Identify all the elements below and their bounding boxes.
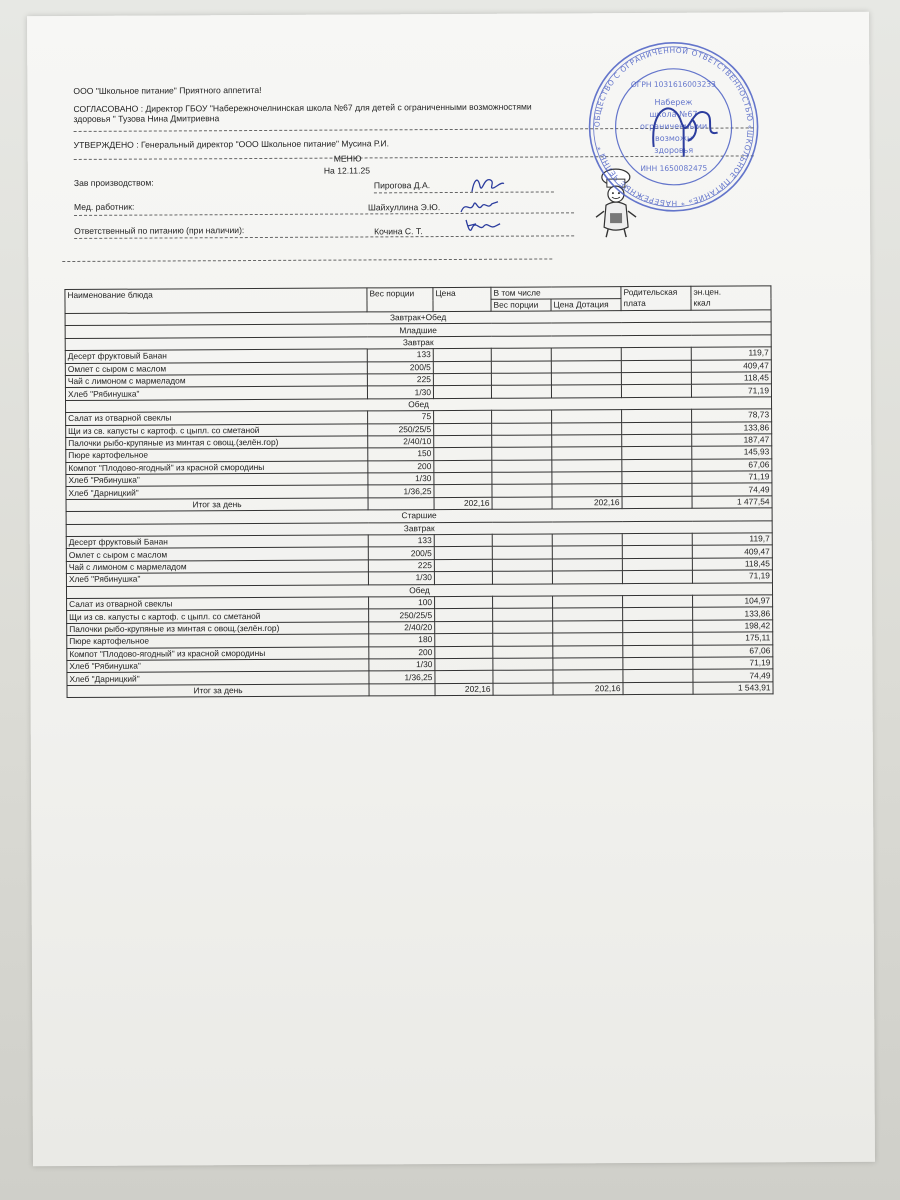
signature-kochina	[462, 216, 502, 238]
dish-name: Омлет с сыром с маслом	[66, 547, 368, 561]
empty-cell	[493, 633, 553, 646]
dish-name: Щи из св. капусты с картоф. с цыпл. со сметаной	[66, 423, 368, 437]
signature-line	[374, 191, 554, 193]
dish-name: Хлеб "Дарницкий"	[67, 671, 369, 685]
menu-title: МЕНЮ	[333, 153, 362, 164]
empty-cell	[623, 670, 693, 683]
empty-cell	[492, 410, 552, 423]
staff-role: Мед. работник:	[73, 201, 135, 212]
dish-kcal: 133,86	[692, 421, 772, 434]
empty-cell	[435, 671, 493, 684]
empty-cell	[434, 571, 492, 584]
signature-pirogova	[468, 172, 508, 198]
dish-kcal: 71,19	[691, 384, 771, 397]
col-header-inc-subsidy: Цена Дотация	[551, 299, 621, 311]
dish-weight: 1/30	[368, 572, 434, 585]
total-row	[67, 682, 773, 698]
dish-weight: 200	[368, 460, 434, 473]
empty-cell	[434, 472, 492, 485]
dish-name: Палочки рыбо-крупяные из минтая с овощ.(зелён.гор)	[66, 436, 368, 450]
dish-weight: 100	[369, 597, 435, 610]
empty-cell	[622, 434, 692, 447]
col-header-price: Цена	[433, 287, 491, 311]
empty-cell	[551, 373, 621, 386]
dish-weight: 1/30	[369, 659, 435, 672]
total-kcal: 1 543,91	[693, 682, 773, 695]
empty-cell	[552, 435, 622, 448]
empty-cell	[553, 670, 623, 683]
empty-cell	[622, 447, 692, 460]
empty-cell	[491, 348, 551, 361]
table-header-row	[65, 286, 771, 302]
empty-cell	[553, 633, 623, 646]
empty-cell	[433, 373, 491, 386]
empty-cell	[435, 621, 493, 634]
dish-name: Чай с лимоном с мармеладом	[65, 374, 367, 388]
staff-role: Зав производством:	[73, 177, 154, 188]
empty-cell	[623, 645, 693, 658]
dish-weight: 75	[368, 411, 434, 424]
empty-cell	[622, 459, 692, 472]
empty-cell	[492, 435, 552, 448]
empty-cell	[623, 595, 693, 608]
empty-cell	[491, 385, 551, 398]
col-header-inc-weight: Вес порции	[491, 299, 551, 311]
dish-kcal: 104,97	[693, 595, 773, 608]
dish-name: Пюре картофельное	[67, 634, 369, 648]
dish-name: Компот "Плодово-ягодный" из красной смородины	[67, 646, 369, 660]
dish-name: Хлеб "Рябинушка"	[67, 659, 369, 673]
menu-date: На 12.11.25	[323, 165, 371, 176]
empty-cell	[623, 682, 693, 695]
empty-cell	[623, 632, 693, 645]
empty-cell	[553, 608, 623, 621]
empty-cell	[551, 360, 621, 373]
empty-cell	[622, 496, 692, 509]
dish-weight: 133	[368, 535, 434, 548]
empty-cell	[491, 361, 551, 374]
empty-cell	[434, 559, 492, 572]
dish-weight: 1/36,25	[368, 485, 434, 498]
staff-name: Пирогова Д.А.	[373, 180, 431, 191]
dish-name: Десерт фруктовый Банан	[65, 349, 367, 363]
dish-kcal: 409,47	[691, 359, 771, 372]
meal-title: Обед	[66, 582, 772, 598]
stamp-inner-text: ограниченными	[639, 121, 708, 132]
empty-cell	[434, 547, 492, 560]
dish-name: Чай с лимоном с мармеладом	[66, 560, 368, 574]
dish-kcal: 71,19	[692, 471, 772, 484]
dish-name: Компот "Плодово-ягодный" из красной смородины	[66, 461, 368, 475]
empty-cell	[433, 386, 491, 399]
dish-kcal: 409,47	[692, 545, 772, 558]
col-header-including: В том числе	[491, 287, 621, 300]
empty-cell	[493, 608, 553, 621]
dish-name: Салат из отварной свеклы	[67, 597, 369, 611]
dish-weight: 250/25/5	[369, 609, 435, 622]
dish-weight: 2/40/10	[368, 435, 434, 448]
stamp-inner-text: Набереж	[654, 97, 693, 107]
total-kcal: 1 477,54	[692, 496, 772, 509]
empty-cell	[492, 497, 552, 510]
dish-kcal: 78,73	[692, 409, 772, 422]
meal-title: Завтрак	[65, 335, 771, 351]
dish-weight: 225	[367, 374, 433, 387]
empty-cell	[552, 546, 622, 559]
dish-weight: 200	[369, 646, 435, 659]
empty-cell	[492, 484, 552, 497]
stamp-inner-text: здоровья	[654, 145, 694, 155]
empty-cell	[552, 558, 622, 571]
signature-shaykhullina	[458, 196, 500, 218]
empty-cell	[553, 658, 623, 671]
dish-weight: 133	[367, 349, 433, 362]
stamp-ring-text: ОБЩЕСТВО С ОГРАНИЧЕННОЙ ОТВЕТСТВЕННОСТЬЮ «ШКОЛЬНОЕ ПИТАНИЕ» * НАБЕРЕЖНЫЕ ЧЕЛНЫ *	[592, 45, 755, 208]
empty-cell	[621, 360, 691, 373]
dish-kcal: 118,45	[691, 372, 771, 385]
empty-cell	[435, 609, 493, 622]
meal-title: Обед	[66, 397, 772, 413]
empty-cell	[493, 596, 553, 609]
empty-cell	[553, 596, 623, 609]
empty-cell	[622, 422, 692, 435]
dish-name: Хлеб "Рябинушка"	[66, 473, 368, 487]
dish-kcal: 175,11	[693, 632, 773, 645]
empty-cell	[492, 447, 552, 460]
dish-name: Палочки рыбо-крупяные из минтая с овощ.(зелён.гор)	[67, 622, 369, 636]
dish-weight: 1/36,25	[369, 671, 435, 684]
divider	[62, 258, 552, 262]
empty-cell	[622, 546, 692, 559]
dish-kcal: 74,49	[693, 669, 773, 682]
dish-name: Пюре картофельное	[66, 448, 368, 462]
empty-cell	[623, 620, 693, 633]
empty-cell	[623, 608, 693, 621]
dish-name: Десерт фруктовый Банан	[66, 535, 368, 549]
empty-cell	[434, 423, 492, 436]
empty-cell	[553, 645, 623, 658]
empty-cell	[492, 559, 552, 572]
approved-line: УТВЕРЖДЕНО : Генеральный директор "ООО Школьное питание" Мусина Р.И.	[73, 138, 389, 150]
empty-cell	[493, 683, 553, 696]
empty-cell	[435, 658, 493, 671]
empty-cell	[493, 646, 553, 659]
empty-cell	[552, 571, 622, 584]
group-title: Старшие	[66, 508, 772, 524]
dish-kcal: 187,47	[692, 434, 772, 447]
empty-cell	[552, 410, 622, 423]
empty-cell	[623, 657, 693, 670]
dish-weight: 1/30	[368, 473, 434, 486]
empty-cell	[369, 683, 435, 696]
dish-kcal: 71,19	[692, 570, 772, 583]
empty-cell	[492, 460, 552, 473]
empty-cell	[491, 373, 551, 386]
empty-cell	[492, 534, 552, 547]
total-price: 202,16	[435, 683, 493, 696]
empty-cell	[493, 658, 553, 671]
empty-cell	[622, 471, 692, 484]
empty-cell	[552, 422, 622, 435]
total-subsidy: 202,16	[553, 682, 623, 695]
dish-weight: 225	[368, 559, 434, 572]
col-header-energy: эн.цен. ккал	[691, 286, 771, 310]
empty-cell	[492, 571, 552, 584]
empty-cell	[622, 570, 692, 583]
total-label: Итог за день	[67, 684, 369, 698]
meal-title: Завтрак	[66, 520, 772, 536]
empty-cell	[368, 497, 434, 510]
dish-kcal: 67,06	[693, 644, 773, 657]
stamp-ogrn: ОГРН 1031616003233	[630, 79, 716, 90]
dish-weight: 180	[369, 634, 435, 647]
dish-kcal: 133,86	[693, 607, 773, 620]
dish-name: Салат из отварной свеклы	[66, 411, 368, 425]
empty-cell	[433, 348, 491, 361]
stamp-inn: ИНН 1650082475	[640, 163, 708, 174]
dish-weight: 150	[368, 448, 434, 461]
empty-cell	[435, 633, 493, 646]
empty-cell	[622, 484, 692, 497]
empty-cell	[434, 534, 492, 547]
empty-cell	[621, 385, 691, 398]
empty-cell	[492, 472, 552, 485]
col-header-dish: Наименование блюда	[65, 288, 367, 314]
group-title: Младшие	[65, 322, 771, 338]
empty-cell	[622, 533, 692, 546]
dish-kcal: 119,7	[692, 533, 772, 546]
dish-weight: 200/5	[368, 547, 434, 560]
section-title: Завтрак+Обед	[65, 310, 771, 326]
empty-cell	[552, 534, 622, 547]
dish-name: Щи из св. капусты с картоф. с цыпл. со сметаной	[67, 609, 369, 623]
agreed-line-1: СОГЛАСОВАНО : Директор ГБОУ "Набережночелнинская школа №67 для детей с ограниченными возможностями	[73, 101, 532, 114]
dish-name: Омлет с сыром с маслом	[65, 361, 367, 375]
empty-cell	[435, 596, 493, 609]
dish-name: Хлеб "Рябинушка"	[65, 386, 367, 400]
empty-cell	[434, 448, 492, 461]
empty-cell	[434, 435, 492, 448]
company-line: ООО "Школьное питание" Приятного аппетита!	[73, 84, 262, 96]
dish-kcal: 198,42	[693, 620, 773, 633]
empty-cell	[434, 485, 492, 498]
menu-table	[64, 285, 773, 698]
dish-kcal: 71,19	[693, 657, 773, 670]
agreed-line-2: здоровья " Тузова Нина Дмитриевна	[73, 113, 220, 124]
dish-name: Хлеб "Дарницкий"	[66, 485, 368, 499]
stamp-inner-text: возможн	[655, 133, 693, 143]
empty-cell	[552, 459, 622, 472]
col-header-weight: Вес порции	[367, 288, 433, 312]
total-label: Итог за день	[66, 498, 368, 512]
empty-cell	[434, 410, 492, 423]
dish-kcal: 74,49	[692, 483, 772, 496]
staff-name: Шайхуллина Э.Ю.	[367, 202, 441, 213]
total-price: 202,16	[434, 497, 492, 510]
dish-weight: 200/5	[367, 361, 433, 374]
empty-cell	[622, 409, 692, 422]
empty-cell	[433, 361, 491, 374]
empty-cell	[553, 620, 623, 633]
empty-cell	[621, 372, 691, 385]
stamp-inner-text: школа №67	[649, 109, 698, 119]
staff-role: Ответственный по питанию (при наличии):	[74, 225, 245, 236]
dish-weight: 1/30	[367, 386, 433, 399]
empty-cell	[492, 422, 552, 435]
empty-cell	[551, 348, 621, 361]
dish-kcal: 145,93	[692, 446, 772, 459]
empty-cell	[551, 385, 621, 398]
col-header-parent-pay: Родительская плата	[621, 286, 691, 310]
empty-cell	[493, 621, 553, 634]
empty-cell	[552, 484, 622, 497]
staff-name: Кочина С. Т.	[374, 226, 423, 237]
document-sheet	[27, 12, 875, 1166]
empty-cell	[434, 460, 492, 473]
total-subsidy: 202,16	[552, 496, 622, 509]
dish-weight: 2/40/20	[369, 621, 435, 634]
company-stamp-seal	[583, 36, 764, 217]
empty-cell	[552, 472, 622, 485]
empty-cell	[552, 447, 622, 460]
empty-cell	[622, 558, 692, 571]
empty-cell	[621, 347, 691, 360]
dish-name: Хлеб "Рябинушка"	[66, 572, 368, 586]
empty-cell	[435, 646, 493, 659]
dish-kcal: 118,45	[692, 558, 772, 571]
empty-cell	[492, 546, 552, 559]
dish-weight: 250/25/5	[368, 423, 434, 436]
dish-kcal: 119,7	[691, 347, 771, 360]
empty-cell	[493, 670, 553, 683]
dish-kcal: 67,06	[692, 459, 772, 472]
